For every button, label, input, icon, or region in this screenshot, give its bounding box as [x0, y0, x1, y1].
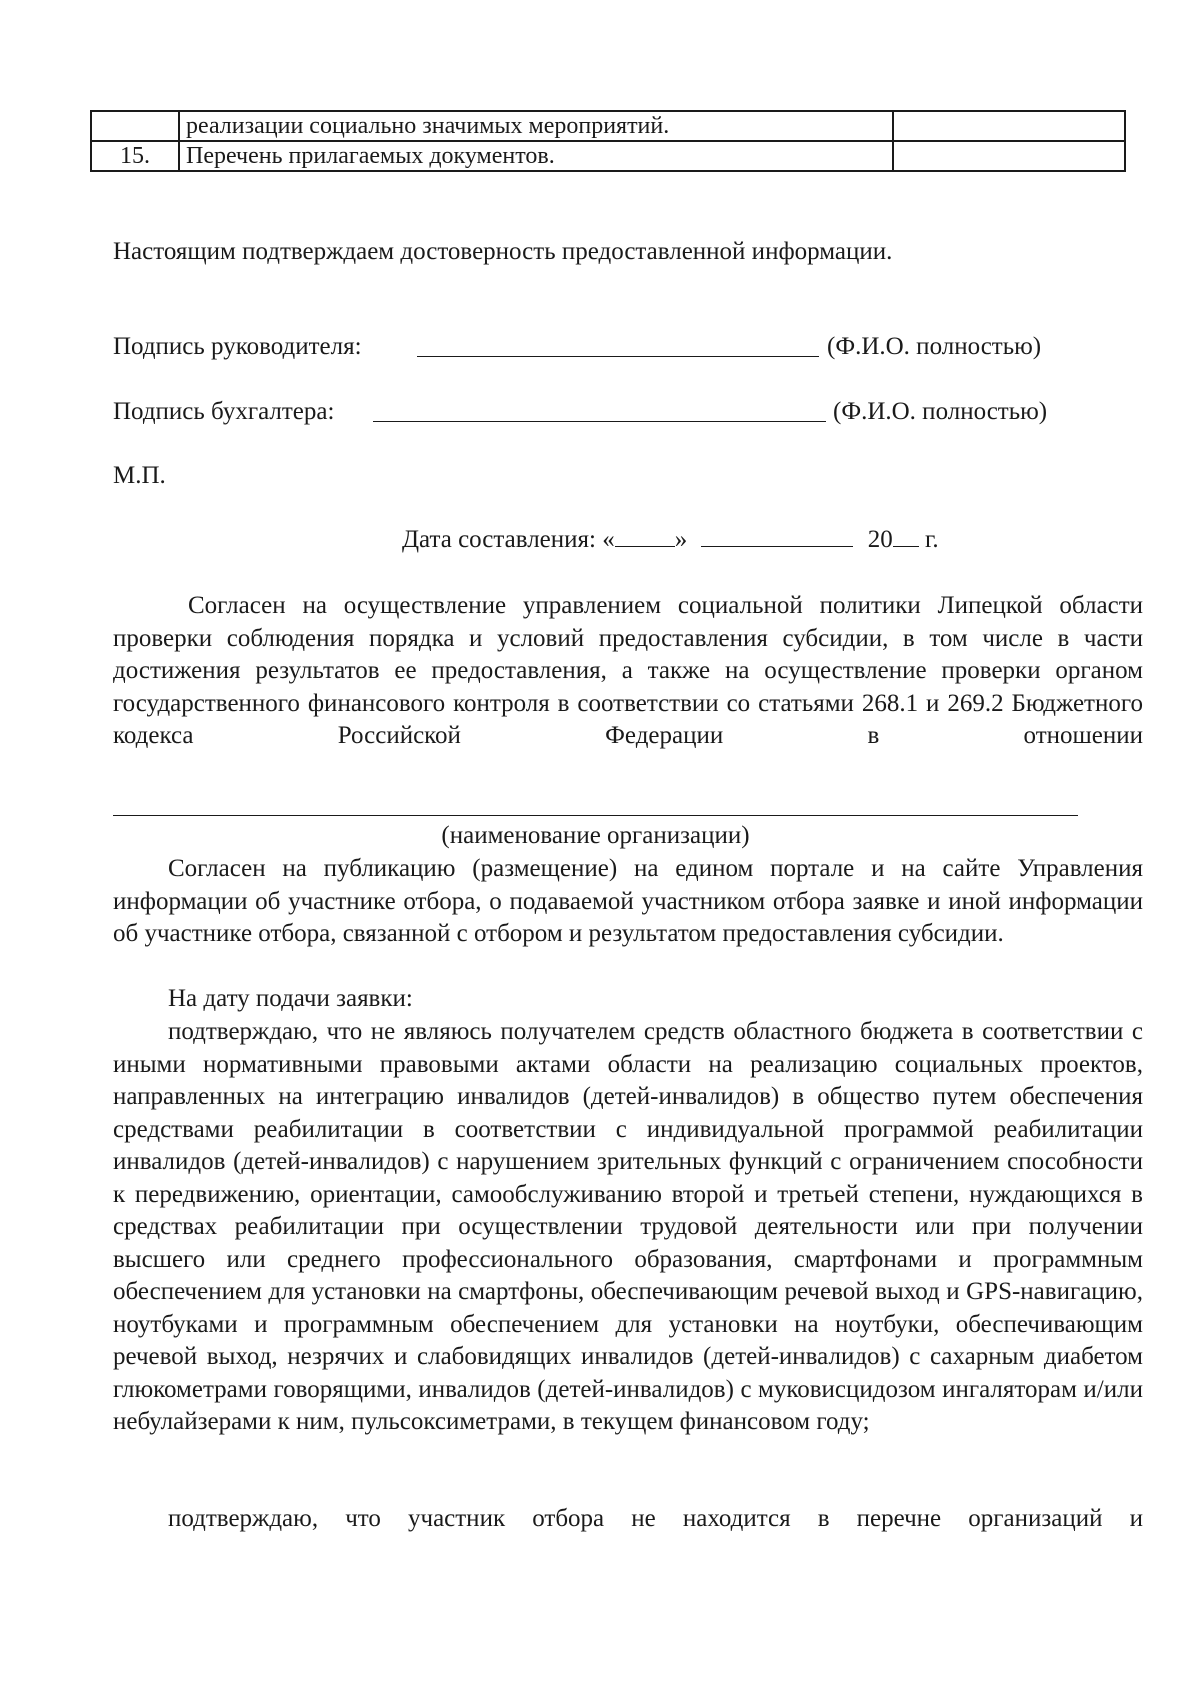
- submission-date-label: На дату подачи заявки:: [168, 985, 413, 1012]
- date-label: Дата составления: «: [402, 526, 615, 553]
- row-value: [893, 111, 1125, 141]
- stamp-placeholder: М.П.: [113, 462, 166, 489]
- row-value: [893, 141, 1125, 171]
- consent-paragraph: Согласен на осуществление управлением социальной политики Липецкой области проверки соблюдения порядка и условий предоставления субсидии, в том числе в части достижения результатов ее предоставления, а также на осуществление проверки органом государственного финансового контроля в соответствии со статьями 268.1 и 269.2 Бюджетного кодекса Российской Федерации в отношении: [113, 592, 1143, 749]
- month-blank: [701, 524, 853, 547]
- publication-consent-paragraph: Согласен на публикацию (размещение) на едином портале и на сайте Управления информации об участнике отбора, о подаваемой участником отбора заявке и иной информации об участнике отбора, связанной с отбором и результатом предоставления субсидии.: [113, 855, 1143, 947]
- row-text: Перечень прилагаемых документов.: [179, 141, 893, 171]
- organization-name-line: [113, 815, 1078, 816]
- application-table: [90, 110, 1126, 172]
- table-row: [91, 141, 1125, 171]
- accountant-signature-label: Подпись бухгалтера:: [113, 398, 335, 425]
- year-prefix: 20: [867, 526, 893, 553]
- row-number: 15.: [91, 141, 179, 171]
- head-fullname-note: (Ф.И.О. полностью): [827, 333, 1042, 360]
- table-row: [91, 111, 1125, 141]
- registry-confirmation: подтверждаю, что участник отбора не находится в перечне организаций и: [168, 1505, 1143, 1532]
- head-signature-line: [417, 356, 819, 357]
- accountant-signature-line: [373, 421, 826, 422]
- day-blank: [615, 524, 675, 547]
- accountant-fullname-note: (Ф.И.О. полностью): [833, 398, 1048, 425]
- row-number: [91, 111, 179, 141]
- non-recipient-confirmation: подтверждаю, что не являюсь получателем средств областного бюджета в соответствии с иными нормативными правовыми актами области на реализацию социальных проектов, направленных на интеграцию инвалидов (детей-инвалидов) в общество путем обеспечения средствами реабилитации в соответствии с индивидуальной программой реабилитации инвалидов (детей-инвалидов) с нарушением зрительных функций с ограничением способности к передвижению, ориентации, самообслуживанию второй и третьей степени, нуждающихся в средствах реабилитации при осуществлении трудовой деятельности или при получении высшего или среднего профессионального образования, смартфонами и программным обеспечением для установки на смартфоны, обеспечивающим речевой выход и GPS-навигацию, ноутбуками и программным обеспечением для установки на ноутбуки, обеспечивающим речевой выход, незрячих и слабовидящих инвалидов (детей-инвалидов) с сахарным диабетом глюкометрами говорящими, инвалидов (детей-инвалидов) с муковисцидозом ингаляторам и/или небулайзерами к ним, пульсоксиметрами, в текущем финансовом году;: [113, 1018, 1143, 1435]
- date-close-quote: »: [674, 526, 688, 553]
- head-signature-label: Подпись руководителя:: [113, 333, 362, 360]
- organization-name-caption: (наименование организации): [441, 822, 750, 849]
- row-text: реализации социально значимых мероприятий.: [179, 111, 893, 141]
- confirmation-statement: Настоящим подтверждаем достоверность предоставленной информации.: [113, 238, 893, 265]
- year-blank: [893, 524, 919, 547]
- compilation-date: [402, 524, 939, 554]
- year-suffix: г.: [918, 526, 939, 553]
